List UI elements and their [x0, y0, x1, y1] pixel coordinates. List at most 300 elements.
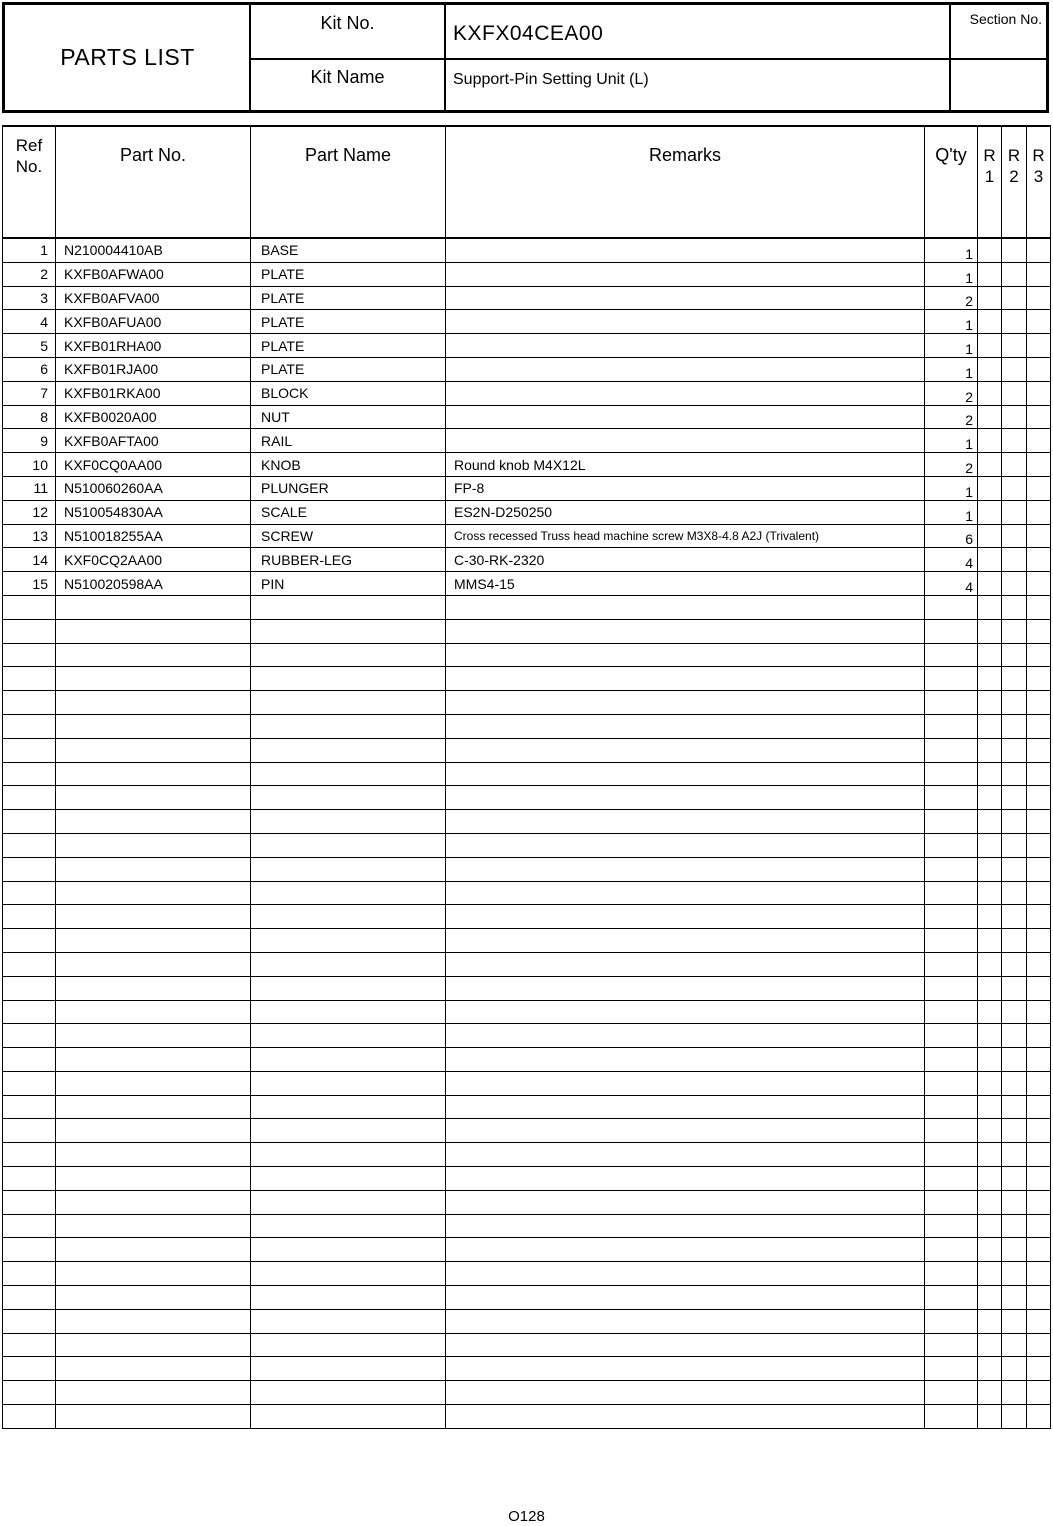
part-no-cell: N510018255AA — [56, 524, 251, 548]
ref-cell: 8 — [3, 405, 56, 429]
ref-cell — [3, 1238, 56, 1262]
r2-cell — [1002, 310, 1027, 334]
ref-cell — [3, 1024, 56, 1048]
part-name-cell — [251, 929, 446, 953]
col-r3-line1: R — [1032, 146, 1045, 165]
part-no-cell — [56, 1000, 251, 1024]
r1-cell — [978, 476, 1002, 500]
table-row — [3, 1190, 1051, 1214]
part-no-cell — [56, 1119, 251, 1143]
remarks-cell — [446, 1143, 925, 1167]
col-r2-line1: R — [1007, 146, 1021, 165]
qty-cell — [925, 786, 978, 810]
col-r1-line1: R — [983, 146, 996, 165]
remarks-cell — [446, 857, 925, 881]
ref-cell: 13 — [3, 524, 56, 548]
qty-cell: 1 — [925, 429, 978, 453]
ref-cell — [3, 1357, 56, 1381]
part-name-cell: PLATE — [251, 286, 446, 310]
part-no-cell — [56, 929, 251, 953]
qty-cell — [925, 1214, 978, 1238]
qty-cell — [925, 714, 978, 738]
remarks-cell — [446, 334, 925, 358]
r2-cell — [1002, 286, 1027, 310]
r3-cell — [1027, 1381, 1051, 1405]
remarks-cell — [446, 381, 925, 405]
qty-cell — [925, 1143, 978, 1167]
r3-cell — [1027, 572, 1051, 596]
part-no-cell: KXFB0020A00 — [56, 405, 251, 429]
r3-cell — [1027, 1119, 1051, 1143]
r3-cell — [1027, 1048, 1051, 1072]
remarks-cell — [446, 310, 925, 334]
remarks-cell — [446, 357, 925, 381]
r2-cell — [1002, 1286, 1027, 1310]
r1-cell — [978, 572, 1002, 596]
col-remarks: Remarks — [446, 126, 925, 238]
r3-cell — [1027, 1190, 1051, 1214]
r2-cell — [1002, 762, 1027, 786]
parts-table-body — [3, 238, 1051, 1428]
remarks-cell — [446, 1381, 925, 1405]
r2-cell — [1002, 1333, 1027, 1357]
r1-cell — [978, 1000, 1002, 1024]
r2-cell — [1002, 1190, 1027, 1214]
r3-cell — [1027, 357, 1051, 381]
table-row — [3, 334, 1051, 358]
col-r3 — [1027, 126, 1051, 238]
part-name-cell — [251, 714, 446, 738]
r2-cell — [1002, 381, 1027, 405]
qty-cell — [925, 643, 978, 667]
part-name-cell — [251, 1119, 446, 1143]
part-name-cell: RAIL — [251, 429, 446, 453]
part-name-cell — [251, 905, 446, 929]
table-row — [3, 1262, 1051, 1286]
remarks-cell — [446, 929, 925, 953]
r1-cell — [978, 381, 1002, 405]
r2-cell — [1002, 500, 1027, 524]
ref-cell: 12 — [3, 500, 56, 524]
r1-cell — [978, 952, 1002, 976]
table-row — [3, 714, 1051, 738]
r3-cell — [1027, 1405, 1051, 1429]
r1-cell — [978, 929, 1002, 953]
part-no-cell — [56, 833, 251, 857]
part-name-cell: PLATE — [251, 334, 446, 358]
r2-cell — [1002, 1238, 1027, 1262]
col-part-no: Part No. — [56, 126, 251, 238]
col-ref-no-line1: Ref — [15, 136, 43, 155]
col-r1-line2: 1 — [984, 167, 995, 186]
part-no-cell — [56, 1381, 251, 1405]
qty-cell — [925, 1071, 978, 1095]
r1-cell — [978, 786, 1002, 810]
col-ref-no — [3, 126, 56, 238]
table-row — [3, 381, 1051, 405]
part-name-cell — [251, 1095, 446, 1119]
col-part-name: Part Name — [251, 126, 446, 238]
part-name-cell — [251, 1309, 446, 1333]
qty-cell — [925, 905, 978, 929]
r2-cell — [1002, 857, 1027, 881]
part-no-cell — [56, 1190, 251, 1214]
r2-cell — [1002, 1048, 1027, 1072]
ref-cell — [3, 619, 56, 643]
parts-table — [2, 125, 1051, 1429]
qty-cell: 1 — [925, 238, 978, 262]
qty-cell: 2 — [925, 453, 978, 477]
part-no-cell: KXFB0AFTA00 — [56, 429, 251, 453]
r2-cell — [1002, 1381, 1027, 1405]
part-no-cell — [56, 595, 251, 619]
part-no-cell: N510020598AA — [56, 572, 251, 596]
r3-cell — [1027, 476, 1051, 500]
qty-cell — [925, 881, 978, 905]
qty-cell — [925, 929, 978, 953]
ref-cell — [3, 881, 56, 905]
r2-cell — [1002, 262, 1027, 286]
r3-cell — [1027, 691, 1051, 715]
r1-cell — [978, 286, 1002, 310]
part-name-cell — [251, 1143, 446, 1167]
ref-cell — [3, 929, 56, 953]
r3-cell — [1027, 833, 1051, 857]
qty-cell — [925, 738, 978, 762]
qty-cell — [925, 1381, 978, 1405]
ref-cell — [3, 595, 56, 619]
table-row — [3, 476, 1051, 500]
qty-cell — [925, 1405, 978, 1429]
part-name-cell — [251, 619, 446, 643]
r1-cell — [978, 1143, 1002, 1167]
r2-cell — [1002, 595, 1027, 619]
r1-cell — [978, 1309, 1002, 1333]
r3-cell — [1027, 952, 1051, 976]
ref-cell — [3, 1214, 56, 1238]
r1-cell — [978, 1119, 1002, 1143]
part-name-cell — [251, 1024, 446, 1048]
r1-cell — [978, 667, 1002, 691]
part-name-cell: NUT — [251, 405, 446, 429]
remarks-cell — [446, 691, 925, 715]
remarks-cell — [446, 976, 925, 1000]
table-row — [3, 1286, 1051, 1310]
r3-cell — [1027, 500, 1051, 524]
r3-cell — [1027, 405, 1051, 429]
ref-cell — [3, 1095, 56, 1119]
table-row — [3, 405, 1051, 429]
remarks-cell — [446, 1167, 925, 1191]
part-no-cell: N210004410AB — [56, 238, 251, 262]
qty-cell — [925, 1238, 978, 1262]
part-no-cell — [56, 1048, 251, 1072]
kit-no-label: Kit No. — [320, 13, 375, 33]
r1-cell — [978, 691, 1002, 715]
remarks-cell — [446, 405, 925, 429]
part-name-cell — [251, 1238, 446, 1262]
r3-cell — [1027, 881, 1051, 905]
table-header-row — [3, 126, 1051, 238]
ref-cell — [3, 1333, 56, 1357]
qty-cell — [925, 1309, 978, 1333]
table-row — [3, 643, 1051, 667]
r1-cell — [978, 1381, 1002, 1405]
qty-cell: 1 — [925, 476, 978, 500]
ref-cell — [3, 1309, 56, 1333]
part-no-cell: KXFB01RHA00 — [56, 334, 251, 358]
r1-cell — [978, 548, 1002, 572]
r3-cell — [1027, 929, 1051, 953]
table-row — [3, 238, 1051, 262]
part-no-cell — [56, 857, 251, 881]
r3-cell — [1027, 1309, 1051, 1333]
table-row — [3, 500, 1051, 524]
r3-cell — [1027, 524, 1051, 548]
remarks-cell — [446, 1119, 925, 1143]
remarks-cell — [446, 1357, 925, 1381]
ref-cell: 10 — [3, 453, 56, 477]
part-no-cell — [56, 1405, 251, 1429]
ref-cell — [3, 667, 56, 691]
r2-cell — [1002, 738, 1027, 762]
remarks-cell — [446, 786, 925, 810]
part-no-cell — [56, 1143, 251, 1167]
qty-cell: 1 — [925, 262, 978, 286]
table-row — [3, 905, 1051, 929]
qty-cell — [925, 667, 978, 691]
r1-cell — [978, 1357, 1002, 1381]
part-no-cell — [56, 619, 251, 643]
r3-cell — [1027, 1071, 1051, 1095]
part-name-cell — [251, 1405, 446, 1429]
part-name-cell — [251, 881, 446, 905]
r2-cell — [1002, 1071, 1027, 1095]
part-name-cell — [251, 691, 446, 715]
ref-cell — [3, 905, 56, 929]
table-row — [3, 429, 1051, 453]
table-row — [3, 286, 1051, 310]
qty-cell: 1 — [925, 500, 978, 524]
r1-cell — [978, 857, 1002, 881]
r2-cell — [1002, 357, 1027, 381]
qty-cell: 2 — [925, 381, 978, 405]
ref-cell: 1 — [3, 238, 56, 262]
r1-cell — [978, 1405, 1002, 1429]
r1-cell — [978, 357, 1002, 381]
r1-cell — [978, 238, 1002, 262]
qty-cell — [925, 810, 978, 834]
remarks-cell — [446, 1238, 925, 1262]
r2-cell — [1002, 952, 1027, 976]
ref-cell — [3, 643, 56, 667]
remarks-cell — [446, 1071, 925, 1095]
part-name-cell — [251, 1071, 446, 1095]
remarks-cell: C-30-RK-2320 — [446, 548, 925, 572]
r3-cell — [1027, 1143, 1051, 1167]
part-no-cell — [56, 1238, 251, 1262]
r3-cell — [1027, 453, 1051, 477]
part-no-cell: KXF0CQ0AA00 — [56, 453, 251, 477]
r1-cell — [978, 334, 1002, 358]
part-name-cell — [251, 1048, 446, 1072]
r1-cell — [978, 262, 1002, 286]
part-no-cell — [56, 691, 251, 715]
r3-cell — [1027, 1000, 1051, 1024]
r1-cell — [978, 1190, 1002, 1214]
r3-cell — [1027, 381, 1051, 405]
part-no-cell: KXFB0AFVA00 — [56, 286, 251, 310]
r2-cell — [1002, 1357, 1027, 1381]
part-name-cell: PLATE — [251, 357, 446, 381]
table-row — [3, 1381, 1051, 1405]
r2-cell — [1002, 1405, 1027, 1429]
part-no-cell — [56, 1095, 251, 1119]
col-r1 — [978, 126, 1002, 238]
qty-cell — [925, 833, 978, 857]
r2-cell — [1002, 1214, 1027, 1238]
ref-cell — [3, 786, 56, 810]
table-row — [3, 691, 1051, 715]
table-row — [3, 357, 1051, 381]
part-name-cell: RUBBER-LEG — [251, 548, 446, 572]
r1-cell — [978, 1024, 1002, 1048]
parts-list-header — [2, 2, 1049, 113]
ref-cell — [3, 976, 56, 1000]
ref-cell — [3, 1048, 56, 1072]
remarks-cell — [446, 1333, 925, 1357]
part-no-cell: N510054830AA — [56, 500, 251, 524]
r1-cell — [978, 595, 1002, 619]
remarks-cell — [446, 952, 925, 976]
r2-cell — [1002, 619, 1027, 643]
remarks-cell — [446, 810, 925, 834]
qty-cell: 1 — [925, 357, 978, 381]
r1-cell — [978, 453, 1002, 477]
qty-cell — [925, 1333, 978, 1357]
table-row — [3, 1238, 1051, 1262]
part-no-cell: N510060260AA — [56, 476, 251, 500]
remarks-cell — [446, 1024, 925, 1048]
table-row — [3, 857, 1051, 881]
part-name-cell: PLATE — [251, 310, 446, 334]
qty-cell: 6 — [925, 524, 978, 548]
part-name-cell — [251, 1381, 446, 1405]
col-ref-no-line2: No. — [15, 157, 43, 176]
kit-name-value: Support-Pin Setting Unit (L) — [453, 71, 649, 88]
qty-cell — [925, 595, 978, 619]
document-title: PARTS LIST — [60, 44, 195, 70]
r3-cell — [1027, 429, 1051, 453]
ref-cell — [3, 1381, 56, 1405]
r1-cell — [978, 643, 1002, 667]
ref-cell — [3, 714, 56, 738]
ref-cell: 11 — [3, 476, 56, 500]
part-no-cell — [56, 643, 251, 667]
part-name-cell — [251, 952, 446, 976]
r1-cell — [978, 524, 1002, 548]
ref-cell — [3, 762, 56, 786]
ref-cell: 7 — [3, 381, 56, 405]
part-no-cell — [56, 1357, 251, 1381]
r3-cell — [1027, 1167, 1051, 1191]
table-row — [3, 619, 1051, 643]
remarks-cell — [446, 1048, 925, 1072]
r2-cell — [1002, 929, 1027, 953]
r2-cell — [1002, 1024, 1027, 1048]
ref-cell — [3, 1119, 56, 1143]
ref-cell: 15 — [3, 572, 56, 596]
table-row — [3, 833, 1051, 857]
r3-cell — [1027, 738, 1051, 762]
r3-cell — [1027, 762, 1051, 786]
ref-cell — [3, 1167, 56, 1191]
part-name-cell — [251, 1167, 446, 1191]
ref-cell — [3, 738, 56, 762]
r2-cell — [1002, 786, 1027, 810]
part-name-cell: PLATE — [251, 262, 446, 286]
r1-cell — [978, 1214, 1002, 1238]
r3-cell — [1027, 786, 1051, 810]
r3-cell — [1027, 262, 1051, 286]
r2-cell — [1002, 1167, 1027, 1191]
kit-no-value: KXFX04CEA00 — [453, 22, 604, 45]
ref-cell — [3, 691, 56, 715]
remarks-cell — [446, 262, 925, 286]
part-name-cell — [251, 1000, 446, 1024]
remarks-cell — [446, 1190, 925, 1214]
remarks-cell — [446, 1214, 925, 1238]
r2-cell — [1002, 833, 1027, 857]
ref-cell — [3, 857, 56, 881]
remarks-cell — [446, 762, 925, 786]
divider — [250, 58, 1046, 60]
part-no-cell — [56, 1286, 251, 1310]
qty-cell — [925, 1119, 978, 1143]
remarks-cell — [446, 881, 925, 905]
section-no-label: Section No. — [969, 11, 1042, 27]
qty-cell — [925, 1286, 978, 1310]
part-name-cell — [251, 667, 446, 691]
qty-cell: 4 — [925, 548, 978, 572]
qty-cell — [925, 1167, 978, 1191]
r3-cell — [1027, 905, 1051, 929]
remarks-cell — [446, 905, 925, 929]
remarks-cell: MMS4-15 — [446, 572, 925, 596]
ref-cell: 6 — [3, 357, 56, 381]
table-row — [3, 762, 1051, 786]
part-no-cell — [56, 1262, 251, 1286]
part-no-cell — [56, 738, 251, 762]
r3-cell — [1027, 1024, 1051, 1048]
qty-cell — [925, 1000, 978, 1024]
remarks-cell — [446, 1095, 925, 1119]
remarks-cell — [446, 286, 925, 310]
r2-cell — [1002, 905, 1027, 929]
r3-cell — [1027, 1357, 1051, 1381]
r3-cell — [1027, 810, 1051, 834]
qty-cell — [925, 976, 978, 1000]
part-name-cell — [251, 810, 446, 834]
remarks-cell — [446, 833, 925, 857]
table-row — [3, 786, 1051, 810]
r1-cell — [978, 429, 1002, 453]
qty-cell: 1 — [925, 310, 978, 334]
part-name-cell — [251, 738, 446, 762]
ref-cell: 4 — [3, 310, 56, 334]
part-name-cell — [251, 1286, 446, 1310]
r3-cell — [1027, 238, 1051, 262]
